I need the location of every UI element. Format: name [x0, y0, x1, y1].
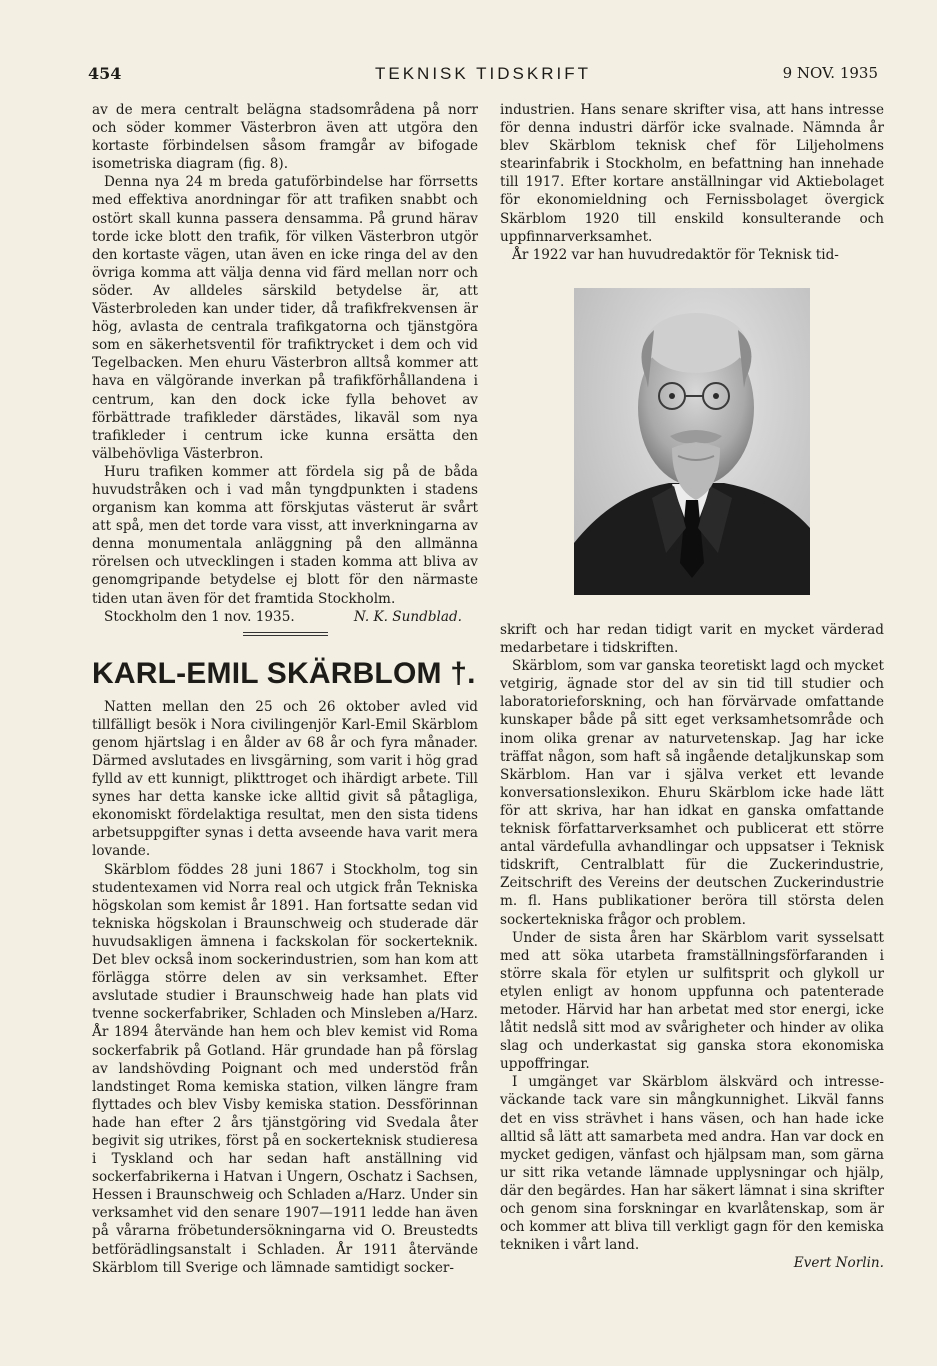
dateline-text: Stockholm den 1 nov. 1935.: [104, 608, 295, 625]
paragraph: Natten mellan den 25 och 26 oktober avled vid tillfälligt besök i Nora civilingenjör Karl-Emil Skärblom genom hjärtslag i en ålder av 68 år och fyra månader. Därmed avslutades en livsgärning, som varit i hög grad fylld av ett kunnigt, plikttroget och ihärdigt arbete. Till synes har detta kanske icke alltid givit så påtagliga, ekonomiskt fördelaktiga resultat, men den sista tidens arbetsuppgifter synas i detta avseende hava varit mera lovande.: [92, 698, 478, 860]
right-column-top: [500, 101, 884, 264]
paragraph: av de mera centralt belägna stadsområdena på norr och söder kommer Västerbron även att utgöra den kortaste förbindelsen såsom framgår av bifogade isometriska diagram (fig. 8).: [92, 102, 478, 173]
journal-title: TEKNISK TIDSKRIFT: [375, 64, 591, 83]
paragraph: industrien. Hans senare skrifter visa, att hans intresse för denna industri därför icke svalnade. Nämnda år blev Skärblom teknisk chef för Liljeholmens stearinfabrik i Stockholm, en befattning han innehade till 1917. Efter kortare anställningar vid Aktiebolaget för ekonomieldning och Fernissbolaget övergick Skärblom 1920 till enskild konsulterande och uppfinnarverksamhet.: [500, 102, 884, 245]
left-column: [92, 101, 478, 1277]
portrait-photo: [574, 288, 810, 595]
paragraph: År 1922 var han huvudredaktör för Teknisk tid-: [512, 246, 839, 263]
paragraph: Skärblom, som var ganska teoretiskt lagd och mycket vetgirig, ägnade stor del av sin tid till studier och laboratorieforskning, och han förvärvade omfattande kunskaper både på sitt eget verksamhetsområde och inom olika grenar av naturvetenskap. Jag har icke träffat någon, som haft så ingående detaljkunskap som Skärblom. Han var i själva verket ett levande konversationslexikon. Ehuru Skärblom icke hade lätt för att skriva, har han idkat en ganska omfattande teknisk författarverksamhet och publicerat ett större antal värdefulla avhandlingar och uppsatser i Teknisk tidskrift, Centralblatt für die Zuckerindustrie, Zeitschrift des Vereins der deutschen Zuckerindustrie m. fl. Hans publikationer beröra till största delen sockertekniska frågor och problem.: [500, 658, 884, 928]
paragraph: I umgänget var Skärblom älskvärd och intresseväckande tack vare sin mångkunnighet. Likväl fanns det en viss strävhet i hans väsen, och han hade icke alltid så lätt att samarbeta med andra. Han var dock en mycket gedigen, vänfast och hjälpsam man, som gärna ur sitt rika vetande lämnade upplysningar och hjälp, där den begärdes. Han har säkert lämnat i sina skrifter och genom sina forskningar en kvarlåtenskap, som är och kommer att bliva till verkligt gagn för den kemiska tekniken i vårt land.: [500, 1074, 884, 1254]
section-divider: [92, 632, 478, 636]
paragraph: skrift och har redan tidigt varit en mycket värderad medarbetare i tidskriften.: [500, 622, 884, 657]
issue-date: 9 NOV. 1935: [782, 64, 878, 82]
paragraph: Skärblom föddes 28 juni 1867 i Stockholm, tog sin studentexamen vid Norra real och utgick från Tekniska högskolan som kemist år 1891. Han fortsatte sedan vid tekniska högskolan i Braunschweig och studerade där huvudsakligen ämnena i fackskolan för sockerteknik. Det blev också inom sockerindustrien, som han kom att förlägga större delen av sin verksamhet. Efter avslutade studier i Braunschweig hade han plats vid tvenne sockerfabriker, Schladen och Minsleben a/Harz. År 1894 återvände han hem och blev kemist vid Roma sockerfabrik på Gotland. Här grundade han på förslag av landshövding Poignant och med understöd från landstinget Roma kemiska station, vilken längre fram flyttades och blev Visby kemiska station. Dessförinnan hade han efter 2 års tjänstgöring vid Svedala åter begivit sig utrikes, först på en sockerteknisk studieresa i Tyskland och har sedan haft anställning vid sockerfabrikerna i Hatvan i Ungern, Oschatz i Sachsen, Hessen i Braunschweig och Schladen a/Harz. Under sin verksamhet vid den senare 1907—1911 ledde han även på vårarna fröbetundersökningarna vid O. Breustedts betförädlingsanstalt i Schladen. År 1911 återvände Skärblom till Sverige och lämnade samtidigt socker-: [92, 861, 478, 1276]
article-dateline: [92, 608, 478, 626]
page-number: 454: [88, 64, 122, 83]
author-signature: N. K. Sundblad.: [353, 608, 462, 625]
page-header: [88, 64, 878, 88]
paragraph: Under de sista åren har Skärblom varit sysselsatt med att söka utarbeta framställningsförfaranden i större skala för etylen ur sulfitsprit och glykoll ur etylen enligt av honom uppfunna och patenterade metoder. Härvid har han arbetat med stor energi, icke låtit nedslå sitt mod av svårigheter och hinder av olika slag och underkastat sig ganska stora ekonomiska uppoffringar.: [500, 929, 884, 1073]
portrait-illustration: [574, 288, 810, 595]
obituary-title: KARL-EMIL SKÄRBLOM †.: [92, 656, 476, 690]
right-column-bottom: [500, 621, 884, 1272]
obituary-signature: Evert Norlin.: [793, 1255, 884, 1272]
paragraph: Denna nya 24 m breda gatuförbindelse har förrsetts med effektiva anordningar för att trafiken snabbt och ostört skall kunna passera densamma. På grund härav torde icke blott den trafik, för vilken Västerbron utgör den kortaste vägen, utan även en icke ringa del av den övriga komma att välja denna vid färd mellan norr och söder. Av alldeles särskild betydelse är, att Västerbroleden kan under tider, då trafikfrekvensen är hög, avlasta de centrala trafikgatorna och tjänstgöra som en säkerhetsventil för trafiktrycket i dem och vid Tegelbacken. Men ehuru Västerbron alltså kommer att hava en välgörande inverkan på trafikförhållandena i centrum, kan den dock icke fylla behovet av förbättrade trafikleder därstädes, likaväl som nya trafikleder i centrum icke kunna ersätta den välbehövliga Västerbron.: [92, 174, 478, 462]
paragraph: Huru trafiken kommer att fördela sig på de båda huvudstråken och i vad mån tyngdpunkten i stadens organism kan komma att förskjutas västerut är svårt att spå, men det torde vara visst, att inverkningarna av denna monumentala anläggning på den allmänna rörelsen och utvecklingen i staden komma att bliva av genomgripande betydelse ej blott för den närmaste tiden utan även för det framtida Stockholm.: [92, 463, 478, 607]
